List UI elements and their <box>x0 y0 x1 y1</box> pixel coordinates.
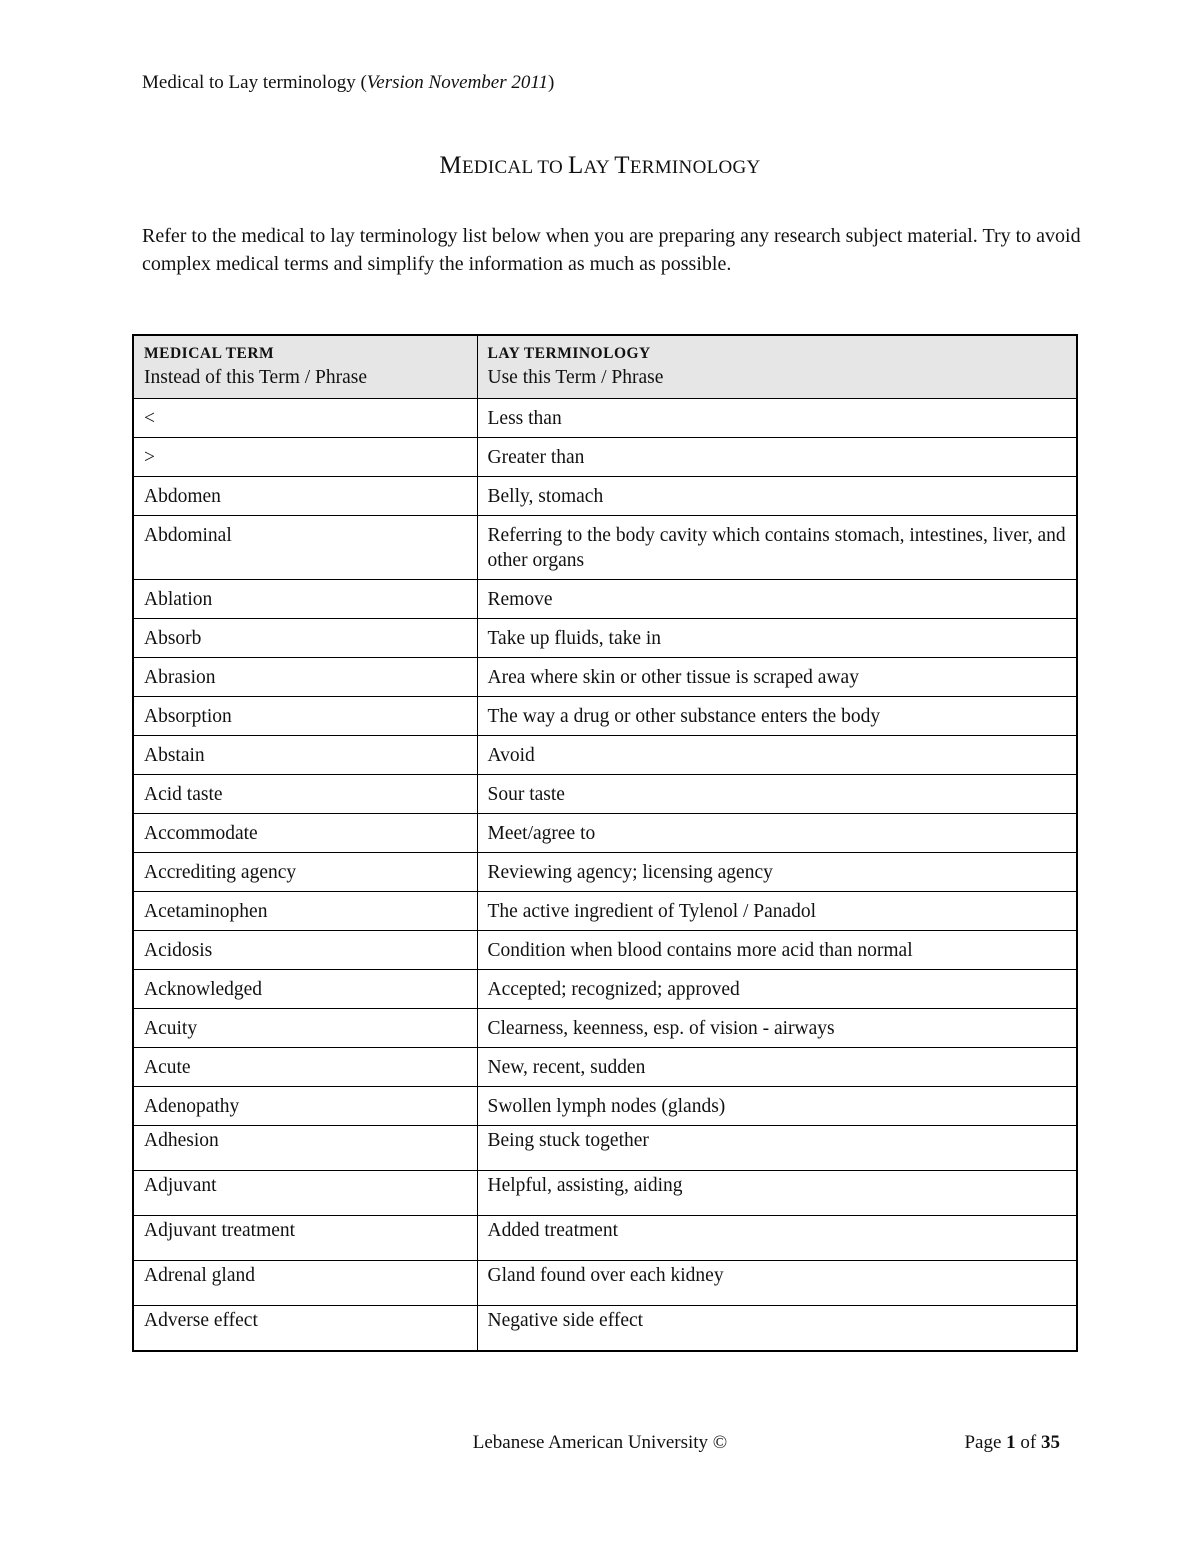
page-number <box>964 1432 1060 1454</box>
medical-term-cell: Acetaminophen <box>133 892 477 931</box>
table-row <box>133 1009 1077 1048</box>
table-row <box>133 516 1077 580</box>
terminology-table <box>132 334 1078 1352</box>
title-cap-t: T <box>614 152 630 179</box>
medical-term-cell: Abstain <box>133 736 477 775</box>
table-row <box>133 775 1077 814</box>
medical-term-cell: Abrasion <box>133 658 477 697</box>
lay-term-cell: Meet/agree to <box>477 814 1077 853</box>
lay-term-cell: Remove <box>477 580 1077 619</box>
medical-term-cell: Ablation <box>133 580 477 619</box>
table-row <box>133 697 1077 736</box>
medical-term-cell: > <box>133 438 477 477</box>
medical-term-cell: Accommodate <box>133 814 477 853</box>
table-row <box>133 438 1077 477</box>
running-header-close: ) <box>547 72 555 93</box>
lay-term-cell: Accepted; recognized; approved <box>477 970 1077 1009</box>
medical-term-cell: Accrediting agency <box>133 853 477 892</box>
title-cap-l: L <box>568 152 584 179</box>
lay-term-cell: Avoid <box>477 736 1077 775</box>
title-cap-m: M <box>439 152 462 179</box>
title-sc-terminology: ERMINOLOGY <box>629 157 761 178</box>
table-row <box>133 1087 1077 1126</box>
lay-term-cell: Greater than <box>477 438 1077 477</box>
col2-header <box>477 335 1077 399</box>
table-row <box>133 853 1077 892</box>
running-header <box>142 72 554 94</box>
medical-term-cell: < <box>133 399 477 438</box>
table-row <box>133 399 1077 438</box>
medical-term-cell: Acuity <box>133 1009 477 1048</box>
lay-term-cell: Area where skin or other tissue is scraped away <box>477 658 1077 697</box>
col1-header-subtitle: Instead of this Term / Phrase <box>144 367 368 388</box>
medical-term-cell: Adrenal gland <box>133 1261 477 1306</box>
lay-term-cell: New, recent, sudden <box>477 1048 1077 1087</box>
medical-term-cell: Acid taste <box>133 775 477 814</box>
intro-paragraph: Refer to the medical to lay terminology list below when you are preparing any research subject material. Try to avoid complex medical terms and simplify the information as much as possible. <box>142 225 1081 275</box>
lay-term-cell: Gland found over each kidney <box>477 1261 1077 1306</box>
medical-term-cell: Adenopathy <box>133 1087 477 1126</box>
table-row <box>133 619 1077 658</box>
lay-term-cell: Sour taste <box>477 775 1077 814</box>
medical-term-cell: Acknowledged <box>133 970 477 1009</box>
medical-term-cell: Abdomen <box>133 477 477 516</box>
lay-term-cell: Swollen lymph nodes (glands) <box>477 1087 1077 1126</box>
table-row <box>133 1306 1077 1352</box>
lay-term-cell: Reviewing agency; licensing agency <box>477 853 1077 892</box>
lay-term-cell: Negative side effect <box>477 1306 1077 1352</box>
medical-term-cell: Acute <box>133 1048 477 1087</box>
version-label: Version November 2011 <box>366 72 548 93</box>
medical-term-cell: Abdominal <box>133 516 477 580</box>
col2-header-title: LAY TERMINOLOGY <box>487 345 651 362</box>
table-row <box>133 1048 1077 1087</box>
lay-term-cell: Less than <box>477 399 1077 438</box>
medical-term-cell: Adjuvant treatment <box>133 1216 477 1261</box>
table-row <box>133 892 1077 931</box>
title-sc-lay: AY <box>583 157 615 178</box>
table-row <box>133 970 1077 1009</box>
table-row <box>133 1171 1077 1216</box>
medical-term-cell: Adjuvant <box>133 1171 477 1216</box>
page-total: 35 <box>1041 1432 1060 1453</box>
page-of: of <box>1015 1432 1041 1453</box>
col2-header-subtitle: Use this Term / Phrase <box>487 367 664 388</box>
lay-term-cell: Condition when blood contains more acid than normal <box>477 931 1077 970</box>
table-row <box>133 1126 1077 1171</box>
medical-term-cell: Absorb <box>133 619 477 658</box>
table-row <box>133 931 1077 970</box>
table-row <box>133 1261 1077 1306</box>
col1-header <box>133 335 477 399</box>
page-label: Page <box>964 1432 1007 1453</box>
col1-header-title: MEDICAL TERM <box>144 345 275 362</box>
medical-term-cell: Acidosis <box>133 931 477 970</box>
table-header-row <box>133 335 1077 399</box>
table-row <box>133 1216 1077 1261</box>
medical-term-cell: Adverse effect <box>133 1306 477 1352</box>
medical-term-cell: Adhesion <box>133 1126 477 1171</box>
table-row <box>133 580 1077 619</box>
table-row <box>133 658 1077 697</box>
lay-term-cell: Being stuck together <box>477 1126 1077 1171</box>
lay-term-cell: Added treatment <box>477 1216 1077 1261</box>
table-row <box>133 477 1077 516</box>
lay-term-cell: Referring to the body cavity which contains stomach, intestines, liver, and other organs <box>477 516 1077 580</box>
running-header-title: Medical to Lay terminology ( <box>142 72 367 93</box>
lay-term-cell: The way a drug or other substance enters the body <box>477 697 1077 736</box>
lay-term-cell: Clearness, keenness, esp. of vision - airways <box>477 1009 1077 1048</box>
table-row <box>133 814 1077 853</box>
page-title <box>0 152 1200 180</box>
page-current: 1 <box>1006 1432 1016 1453</box>
lay-term-cell: Helpful, assisting, aiding <box>477 1171 1077 1216</box>
title-sc-medical: EDICAL TO <box>461 157 569 178</box>
lay-term-cell: Take up fluids, take in <box>477 619 1077 658</box>
medical-term-cell: Absorption <box>133 697 477 736</box>
footer-organization: Lebanese American University © <box>472 1432 728 1453</box>
lay-term-cell: The active ingredient of Tylenol / Panadol <box>477 892 1077 931</box>
lay-term-cell: Belly, stomach <box>477 477 1077 516</box>
table-row <box>133 736 1077 775</box>
